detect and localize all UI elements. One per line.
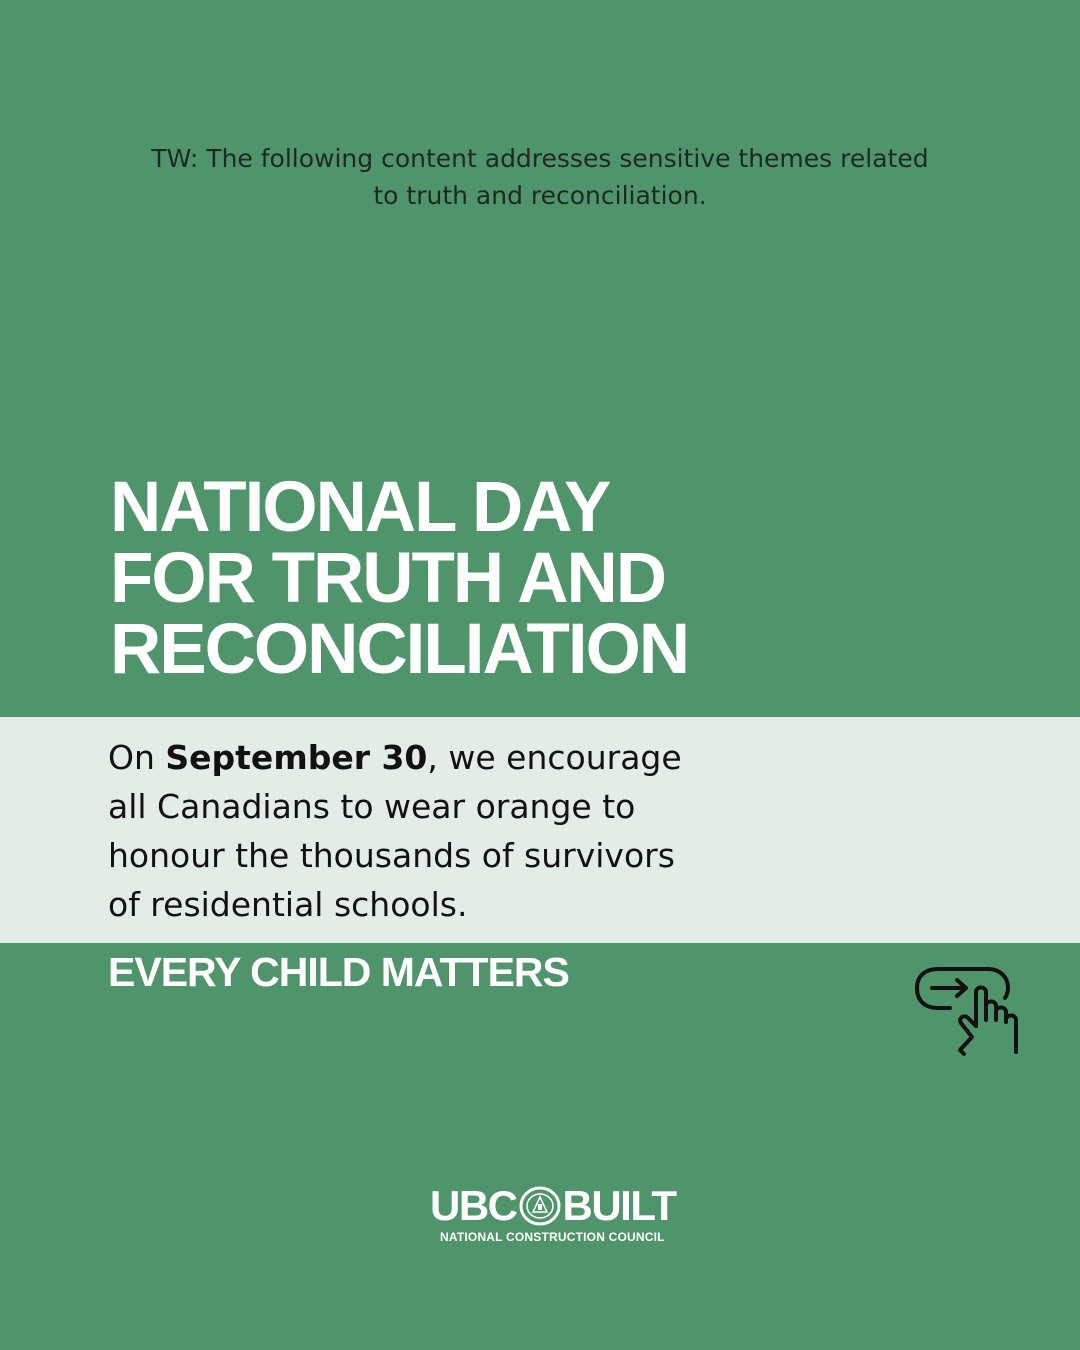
logo-text-left: UBC [430, 1182, 517, 1229]
message-line-2: all Canadians to wear orange to [108, 787, 636, 826]
message-line-1 [108, 733, 808, 782]
headline [110, 468, 910, 689]
swipe-right-hand-icon[interactable] [910, 962, 1035, 1060]
message-date: September 30 [165, 738, 428, 777]
ubc-built-logo [430, 1182, 690, 1252]
logo-subtitle: NATIONAL CONSTRUCTION COUNCIL [440, 1230, 665, 1244]
headline-line-2: FOR TRUTH AND [110, 539, 666, 618]
trigger-warning-line-1: TW: The following content addresses sensitive themes related [151, 144, 929, 173]
headline-line-1: NATIONAL DAY [110, 468, 610, 547]
logo-text-right: BUILT [562, 1182, 676, 1229]
trigger-warning [100, 140, 980, 214]
message-prefix: On [108, 738, 166, 777]
headline-line-3: RECONCILIATION [110, 610, 689, 689]
message-line-1-rest: , we encourage [427, 738, 682, 777]
message-line-3: honour the thousands of survivors [108, 836, 675, 875]
trigger-warning-line-2: to truth and reconciliation. [373, 181, 707, 210]
tagline: EVERY CHILD MATTERS [108, 949, 569, 995]
seal-icon [518, 1186, 562, 1226]
message-text [108, 733, 808, 929]
logo-wordmark [430, 1182, 690, 1230]
message-line-4: of residential schools. [108, 885, 468, 924]
